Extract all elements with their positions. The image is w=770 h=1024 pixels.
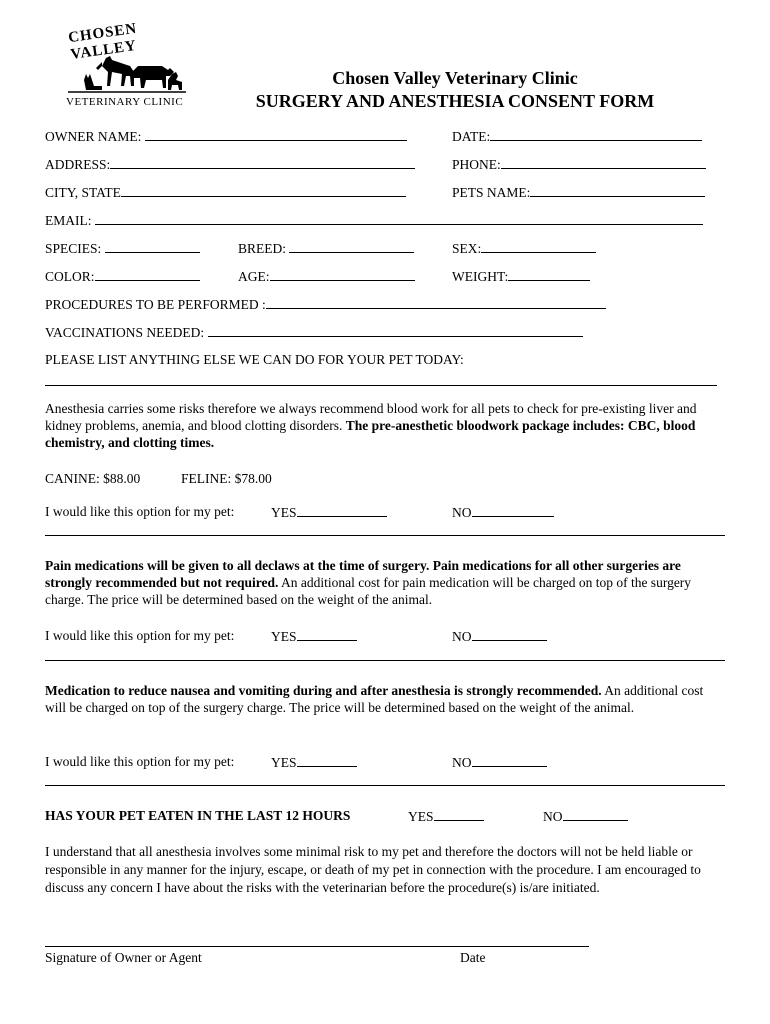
signature-date-label: Date: [460, 950, 486, 965]
pets-name-label: PETS NAME:: [452, 185, 531, 200]
date-row: [452, 128, 702, 145]
pain-option-label: I would like this option for my pet:: [45, 628, 235, 643]
pain-no: [452, 628, 547, 645]
nausea-no-label: NO: [452, 755, 472, 770]
email-field[interactable]: [95, 212, 703, 225]
procedures-row: [45, 296, 606, 313]
canine-price: CANINE: $88.00: [45, 471, 141, 486]
breed-field[interactable]: [289, 240, 414, 253]
logo-bottom-text: VETERINARY CLINIC: [66, 96, 184, 108]
bloodwork-no-label: NO: [452, 505, 472, 520]
eaten-yes-label: YES: [408, 809, 434, 824]
nausea-no-field[interactable]: [472, 754, 547, 767]
bloodwork-option-label: I would like this option for my pet:: [45, 504, 235, 519]
eaten-question: HAS YOUR PET EATEN IN THE LAST 12 HOURS: [45, 808, 351, 823]
eaten-no-field[interactable]: [563, 808, 628, 821]
pain-text: An additional cost for pain medication will be charged on top of the surgery charge. The price will be determined based on the weight of the animal.: [45, 575, 692, 607]
bloodwork-text: Anesthesia carries some risks therefore we always recommend blood work for all pets to check for pre-existing liver and kidney problems, anemia, and blood clotting disorders.: [45, 401, 697, 433]
nausea-paragraph: [45, 682, 725, 716]
address-row: [45, 156, 415, 173]
pain-yes: [271, 628, 357, 645]
species-label: SPECIES:: [45, 241, 102, 256]
color-row: [45, 268, 200, 285]
consent-paragraph: I understand that all anesthesia involves some minimal risk to my pet and therefore the doctors will not be held liable or responsible in any manner for the injury, escape, or death of my pet in connection with the procedure. I am encouraged to discuss any concern I have about the risks with the veterinarian before the procedure(s) is/are initiated.: [45, 844, 701, 895]
pain-yes-label: YES: [271, 629, 297, 644]
weight-row: [452, 268, 590, 285]
bloodwork-bold-text: The pre-anesthetic bloodwork package includes: CBC, blood chemistry, and clotting times.: [45, 418, 696, 450]
divider-3: [45, 785, 725, 786]
age-field[interactable]: [270, 268, 415, 281]
eaten-no-label: NO: [543, 809, 563, 824]
nausea-option-label: I would like this option for my pet:: [45, 754, 235, 769]
color-field[interactable]: [95, 268, 200, 281]
divider-2: [45, 660, 725, 661]
logo-top-text: CHOSEN VALLEY: [67, 20, 139, 64]
vaccinations-label: VACCINATIONS NEEDED:: [45, 325, 205, 340]
pain-no-label: NO: [452, 629, 472, 644]
nausea-yes: [271, 754, 357, 771]
pain-paragraph: [45, 557, 725, 608]
age-label: AGE:: [238, 269, 270, 284]
breed-label: BREED:: [238, 241, 287, 256]
bloodwork-no-field[interactable]: [472, 504, 554, 517]
owner-name-label: OWNER NAME:: [45, 129, 142, 144]
nausea-yes-field[interactable]: [297, 754, 357, 767]
procedures-field[interactable]: [266, 296, 606, 309]
pets-name-field[interactable]: [530, 184, 705, 197]
phone-row: [452, 156, 706, 173]
nausea-yes-label: YES: [271, 755, 297, 770]
sex-field[interactable]: [481, 240, 596, 253]
divider-1: [45, 535, 725, 536]
eaten-yes: [408, 808, 484, 825]
weight-label: WEIGHT:: [452, 269, 509, 284]
sex-row: [452, 240, 596, 257]
email-row: [45, 212, 703, 229]
city-state-label: CITY, STATE: [45, 185, 121, 200]
breed-row: [238, 240, 414, 257]
bloodwork-no: [452, 504, 554, 521]
phone-label: PHONE:: [452, 157, 501, 172]
anything-else-field[interactable]: [45, 385, 717, 386]
address-field[interactable]: [110, 156, 415, 169]
bloodwork-yes: [271, 504, 387, 521]
pain-bold-text: Pain medications will be given to all declaws at the time of surgery. Pain medications for all other surgeries are strongly recommended but not required.: [45, 558, 681, 590]
clinic-logo: [62, 20, 192, 112]
form-title: SURGERY AND ANESTHESIA CONSENT FORM: [255, 91, 655, 111]
color-label: COLOR:: [45, 269, 95, 284]
feline-price: FELINE: $78.00: [181, 471, 272, 486]
procedures-label: PROCEDURES TO BE PERFORMED :: [45, 297, 266, 312]
pain-yes-field[interactable]: [297, 628, 357, 641]
phone-field[interactable]: [501, 156, 706, 169]
pain-no-field[interactable]: [472, 628, 547, 641]
bloodwork-paragraph: [45, 400, 725, 451]
city-state-row: [45, 184, 406, 201]
nausea-text: An additional cost will be charged on top of the surgery charge. The price will be determined based on the weight of the animal.: [45, 683, 704, 715]
age-row: [238, 268, 415, 285]
clinic-name: Chosen Valley Veterinary Clinic: [332, 68, 578, 88]
sex-label: SEX:: [452, 241, 482, 256]
city-state-field[interactable]: [121, 184, 406, 197]
vaccinations-field[interactable]: [208, 324, 583, 337]
nausea-bold-text: Medication to reduce nausea and vomiting during and after anesthesia is strongly recommended.: [45, 683, 602, 698]
vaccinations-row: [45, 324, 583, 341]
species-row: [45, 240, 200, 257]
pets-name-row: [452, 184, 705, 201]
eaten-no: [543, 808, 628, 825]
owner-name-field[interactable]: [145, 128, 407, 141]
species-field[interactable]: [105, 240, 200, 253]
address-label: ADDRESS:: [45, 157, 111, 172]
signature-line[interactable]: [45, 946, 589, 947]
owner-name-row: [45, 128, 407, 145]
bloodwork-yes-field[interactable]: [297, 504, 387, 517]
nausea-no: [452, 754, 547, 771]
anything-else-label: PLEASE LIST ANYTHING ELSE WE CAN DO FOR YOUR PET TODAY:: [45, 352, 464, 367]
signature-label: Signature of Owner or Agent: [45, 950, 202, 965]
weight-field[interactable]: [508, 268, 590, 281]
eaten-yes-field[interactable]: [434, 808, 484, 821]
bloodwork-yes-label: YES: [271, 505, 297, 520]
date-label: DATE:: [452, 129, 491, 144]
date-field[interactable]: [490, 128, 702, 141]
email-label: EMAIL:: [45, 213, 92, 228]
